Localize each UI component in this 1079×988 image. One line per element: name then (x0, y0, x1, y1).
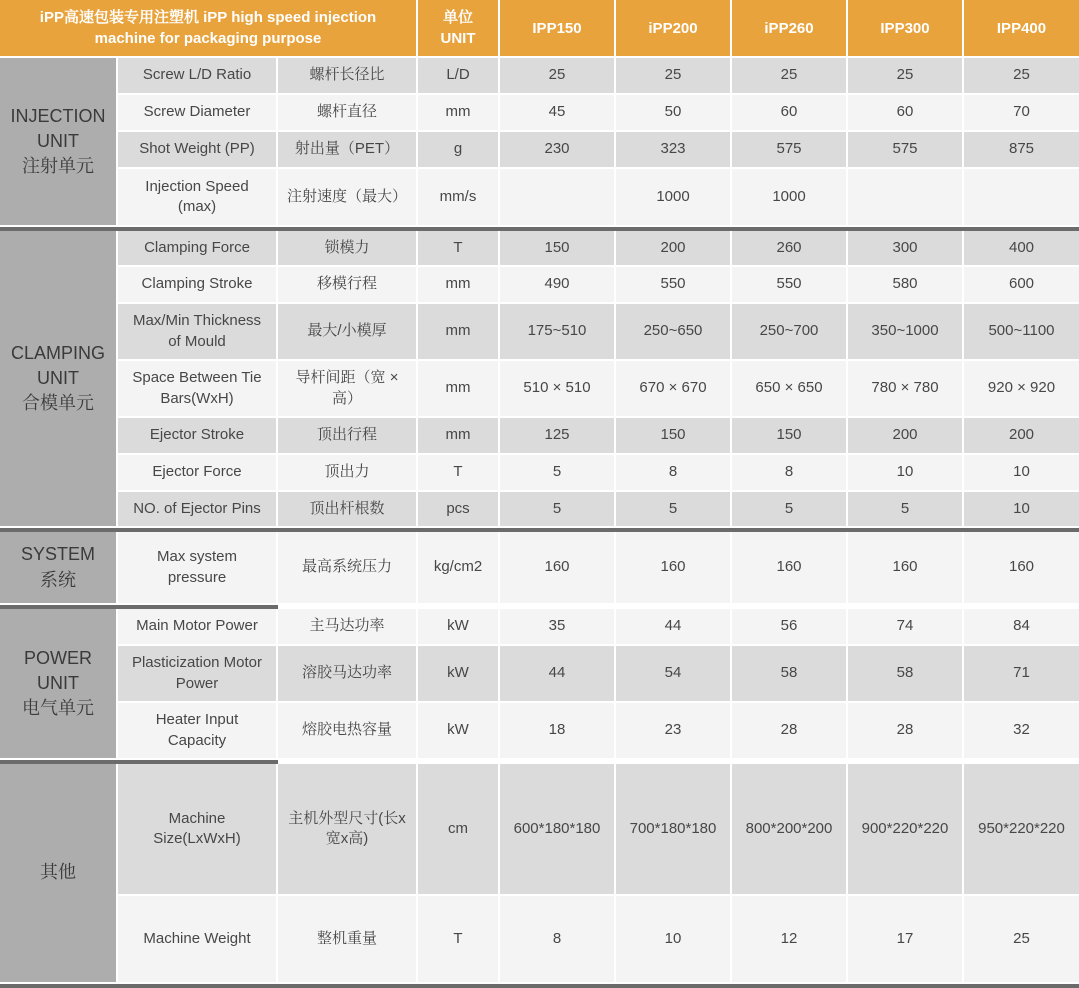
section-label-en: CLAMPING UNIT (10, 342, 106, 388)
value-cell: 74 (848, 609, 964, 646)
row-label-zh: 最高系统压力 (278, 532, 418, 605)
row-label-en: Max system pressure (118, 532, 278, 605)
value-cell: 400 (964, 231, 1079, 267)
value-cell: 60 (732, 95, 848, 132)
value-cell: 25 (732, 58, 848, 95)
value-cell: 550 (616, 267, 732, 304)
value-cell: 71 (964, 646, 1079, 703)
value-cell: 575 (848, 132, 964, 169)
row-label-zh: 主机外型尺寸(长x宽x高) (278, 764, 418, 896)
value-cell: 25 (964, 896, 1079, 984)
row-label-en: Screw Diameter (118, 95, 278, 132)
unit-cell: T (418, 455, 500, 492)
value-cell: 10 (964, 455, 1079, 492)
unit-cell: mm (418, 267, 500, 304)
model-header-ipp300: IPP300 (848, 0, 964, 58)
value-cell: 160 (964, 532, 1079, 605)
value-cell: 70 (964, 95, 1079, 132)
value-cell: 575 (732, 132, 848, 169)
row-label-en: Screw L/D Ratio (118, 58, 278, 95)
value-cell: 32 (964, 703, 1079, 760)
value-cell: 160 (848, 532, 964, 605)
section-label-power-unit (0, 609, 118, 760)
section-label-zh: 注射单元 (22, 156, 94, 177)
value-cell: 18 (500, 703, 616, 760)
value-cell: 25 (616, 58, 732, 95)
row-label-en: Machine Weight (118, 896, 278, 984)
row-label-zh: 主马达功率 (278, 609, 418, 646)
value-cell: 250~650 (616, 304, 732, 361)
value-cell: 10 (964, 492, 1079, 528)
value-cell: 160 (732, 532, 848, 605)
row-label-en: Injection Speed (max) (118, 169, 278, 227)
row-label-en: Machine Size(LxWxH) (118, 764, 278, 896)
value-cell: 500~1100 (964, 304, 1079, 361)
value-cell: 8 (616, 455, 732, 492)
value-cell: 510 × 510 (500, 361, 616, 418)
value-cell: 550 (732, 267, 848, 304)
value-cell: 580 (848, 267, 964, 304)
value-cell: 50 (616, 95, 732, 132)
table-row (0, 231, 1079, 267)
table-row (0, 169, 1079, 227)
unit-cell: pcs (418, 492, 500, 528)
unit-cell: mm (418, 418, 500, 455)
value-cell (500, 169, 616, 227)
model-header-ipp150: IPP150 (500, 0, 616, 58)
value-cell: 600 (964, 267, 1079, 304)
section-label-zh: 系统 (40, 569, 76, 590)
value-cell: 150 (732, 418, 848, 455)
value-cell: 35 (500, 609, 616, 646)
row-label-en: Clamping Stroke (118, 267, 278, 304)
value-cell: 200 (616, 231, 732, 267)
table-row (0, 532, 1079, 605)
value-cell: 1000 (732, 169, 848, 227)
unit-cell: kg/cm2 (418, 532, 500, 605)
value-cell: 900*220*220 (848, 764, 964, 896)
unit-header-zh: 单位 (442, 9, 473, 26)
value-cell: 1000 (616, 169, 732, 227)
value-cell: 323 (616, 132, 732, 169)
value-cell: 250~700 (732, 304, 848, 361)
model-header-ipp200: iPP200 (616, 0, 732, 58)
value-cell: 28 (848, 703, 964, 760)
section-label-injection-unit (0, 58, 118, 227)
value-cell: 700*180*180 (616, 764, 732, 896)
unit-cell: mm (418, 95, 500, 132)
value-cell: 44 (616, 609, 732, 646)
value-cell: 150 (500, 231, 616, 267)
row-label-zh: 顶出力 (278, 455, 418, 492)
row-label-zh: 溶胶马达功率 (278, 646, 418, 703)
row-label-zh: 最大/小模厚 (278, 304, 418, 361)
value-cell: 25 (964, 58, 1079, 95)
unit-cell: mm/s (418, 169, 500, 227)
value-cell: 8 (500, 896, 616, 984)
value-cell: 780 × 780 (848, 361, 964, 418)
section-label-clamping-unit (0, 231, 118, 528)
value-cell: 920 × 920 (964, 361, 1079, 418)
model-header-ipp400: IPP400 (964, 0, 1079, 58)
row-label-en: Space Between Tie Bars(WxH) (118, 361, 278, 418)
value-cell: 58 (732, 646, 848, 703)
table-row (0, 609, 1079, 646)
value-cell: 23 (616, 703, 732, 760)
value-cell: 800*200*200 (732, 764, 848, 896)
value-cell: 10 (848, 455, 964, 492)
value-cell: 150 (616, 418, 732, 455)
value-cell: 60 (848, 95, 964, 132)
table-header-row (0, 0, 1079, 58)
value-cell: 160 (616, 532, 732, 605)
unit-header-en: UNIT (440, 30, 476, 47)
row-label-zh: 射出量（PET） (278, 132, 418, 169)
section-label-zh: 其他 (40, 862, 76, 883)
table-row (0, 646, 1079, 703)
row-label-en: Ejector Stroke (118, 418, 278, 455)
section-label-zh: 电气单元 (22, 698, 94, 719)
value-cell: 5 (500, 492, 616, 528)
value-cell: 600*180*180 (500, 764, 616, 896)
value-cell: 44 (500, 646, 616, 703)
row-label-zh: 螺杆长径比 (278, 58, 418, 95)
unit-cell: T (418, 896, 500, 984)
value-cell (964, 169, 1079, 227)
table-row (0, 764, 1079, 896)
table-row (0, 58, 1079, 95)
value-cell: 58 (848, 646, 964, 703)
table-row (0, 418, 1079, 455)
value-cell: 45 (500, 95, 616, 132)
unit-cell: mm (418, 361, 500, 418)
row-label-zh: 导杆间距（宽 × 高） (278, 361, 418, 418)
table-row (0, 703, 1079, 760)
unit-cell: kW (418, 609, 500, 646)
unit-cell: kW (418, 703, 500, 760)
value-cell: 25 (500, 58, 616, 95)
row-label-zh: 螺杆直径 (278, 95, 418, 132)
row-label-zh: 熔胶电热容量 (278, 703, 418, 760)
value-cell: 12 (732, 896, 848, 984)
table-row (0, 492, 1079, 528)
value-cell: 160 (500, 532, 616, 605)
value-cell: 10 (616, 896, 732, 984)
row-label-en: Shot Weight (PP) (118, 132, 278, 169)
row-label-en: Ejector Force (118, 455, 278, 492)
table-row (0, 361, 1079, 418)
value-cell: 17 (848, 896, 964, 984)
row-label-zh: 顶出行程 (278, 418, 418, 455)
section-label-en: SYSTEM (20, 544, 95, 565)
row-label-en: Main Motor Power (118, 609, 278, 646)
row-label-zh: 移模行程 (278, 267, 418, 304)
value-cell: 54 (616, 646, 732, 703)
value-cell: 8 (732, 455, 848, 492)
row-label-zh: 锁模力 (278, 231, 418, 267)
value-cell: 350~1000 (848, 304, 964, 361)
table-row (0, 304, 1079, 361)
row-label-en: Clamping Force (118, 231, 278, 267)
section-label-en: INJECTION UNIT (10, 105, 106, 151)
row-label-zh: 整机重量 (278, 896, 418, 984)
table-row (0, 455, 1079, 492)
unit-cell: mm (418, 304, 500, 361)
value-cell: 875 (964, 132, 1079, 169)
value-cell: 950*220*220 (964, 764, 1079, 896)
row-label-en: NO. of Ejector Pins (118, 492, 278, 528)
value-cell: 670 × 670 (616, 361, 732, 418)
unit-cell: kW (418, 646, 500, 703)
value-cell: 175~510 (500, 304, 616, 361)
table-row (0, 132, 1079, 169)
table-row (0, 95, 1079, 132)
table-title: iPP高速包装专用注塑机 iPP high speed injection machine for packaging purpose (0, 0, 418, 58)
value-cell: 84 (964, 609, 1079, 646)
model-header-ipp260: iPP260 (732, 0, 848, 58)
unit-cell: T (418, 231, 500, 267)
value-cell (848, 169, 964, 227)
unit-column-header (418, 0, 500, 58)
value-cell: 28 (732, 703, 848, 760)
table-row (0, 896, 1079, 984)
value-cell: 125 (500, 418, 616, 455)
value-cell: 260 (732, 231, 848, 267)
value-cell: 5 (732, 492, 848, 528)
value-cell: 230 (500, 132, 616, 169)
value-cell: 5 (848, 492, 964, 528)
value-cell: 200 (848, 418, 964, 455)
section-label-other (0, 764, 118, 984)
unit-cell: L/D (418, 58, 500, 95)
table-row (0, 267, 1079, 304)
value-cell: 300 (848, 231, 964, 267)
value-cell: 25 (848, 58, 964, 95)
row-label-en: Plasticization Motor Power (118, 646, 278, 703)
row-label-en: Max/Min Thickness of Mould (118, 304, 278, 361)
value-cell: 200 (964, 418, 1079, 455)
value-cell: 490 (500, 267, 616, 304)
table-bottom-bar (0, 984, 1079, 988)
row-label-zh: 注射速度（最大） (278, 169, 418, 227)
value-cell: 650 × 650 (732, 361, 848, 418)
section-label-system (0, 532, 118, 605)
section-label-zh: 合模单元 (22, 393, 94, 414)
row-label-en: Heater Input Capacity (118, 703, 278, 760)
unit-cell: g (418, 132, 500, 169)
value-cell: 5 (500, 455, 616, 492)
value-cell: 5 (616, 492, 732, 528)
value-cell: 56 (732, 609, 848, 646)
section-label-en: POWER UNIT (23, 647, 92, 693)
row-label-zh: 顶出杆根数 (278, 492, 418, 528)
unit-cell: cm (418, 764, 500, 896)
